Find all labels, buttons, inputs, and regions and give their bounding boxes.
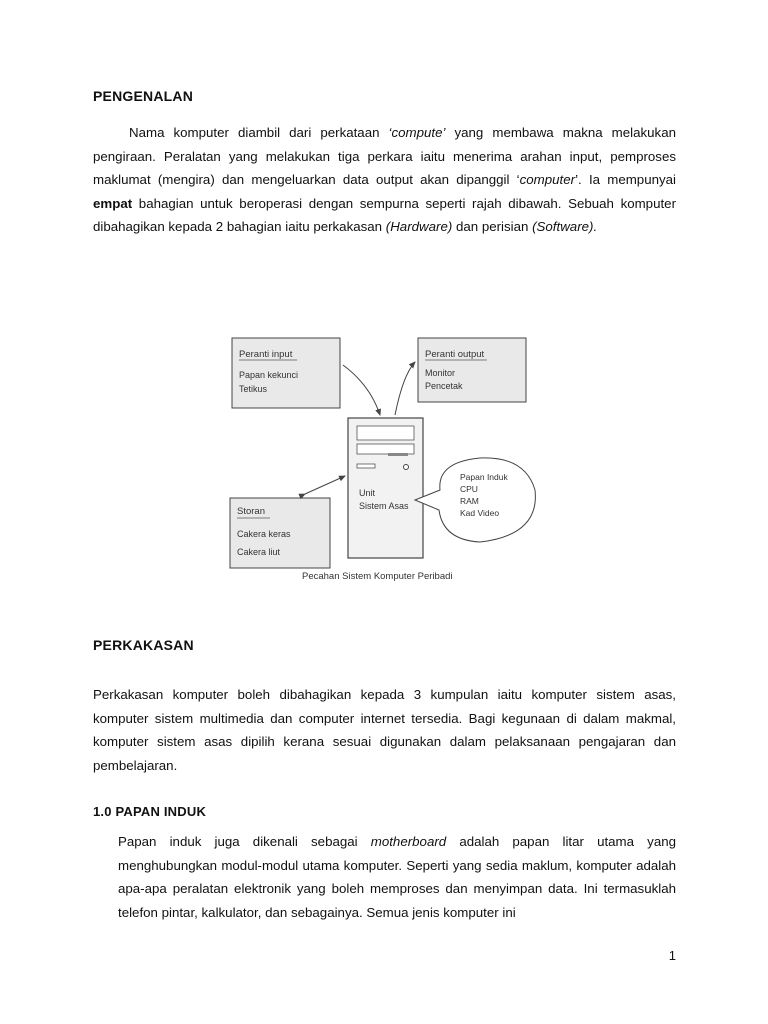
arrow-storage-unit <box>305 476 345 494</box>
heading-papan-induk: 1.0 PAPAN INDUK <box>93 804 207 819</box>
output-box-title: Peranti output <box>425 349 485 360</box>
unit-label: Unit <box>359 488 376 498</box>
perkakasan-paragraph: Perkakasan komputer boleh dibahagikan kepada 3 kumpulan iaitu komputer sistem asas, komputer sistem multimedia dan computer internet tersedia. Bagi kegunaan di dalam makmal, komputer sistem asas dipilih kerana sesuai digunakan dalam pelaksanaan pengajaran dan pembelajaran. <box>93 687 676 773</box>
unit-label: Sistem Asas <box>359 501 409 511</box>
input-box-title: Peranti input <box>239 349 293 360</box>
storage-item: Cakera keras <box>237 529 291 539</box>
heading-perkakasan: PERKAKASAN <box>93 637 194 653</box>
bubble-item: CPU <box>460 484 478 494</box>
arrow-unit-to-output <box>395 362 415 415</box>
input-item: Tetikus <box>239 384 268 394</box>
papan-induk-paragraph: Papan induk juga dikenali sebagai motherboard adalah papan litar utama yang menghubungkan modul-modul utama komputer. Seperti yang sedia maklum, komputer adalah apa-apa peralatan elektronik yang boleh memproses dan menyimpan data. Ini termasuklah telefon pintar, kalkulator, dan sebagainya. Semua jenis komputer ini <box>118 834 676 920</box>
page-number: 1 <box>668 948 676 963</box>
input-item: Papan kekunci <box>239 370 299 380</box>
bubble-item: Kad Video <box>460 508 500 518</box>
bubble-item: RAM <box>460 496 479 506</box>
computer-system-diagram <box>225 330 560 590</box>
arrow-input-to-unit <box>343 365 380 415</box>
bubble-item: Papan Induk <box>460 472 508 482</box>
storage-box-title: Storan <box>237 506 265 517</box>
output-item: Monitor <box>425 368 456 378</box>
intro-paragraph: Nama komputer diambil dari perkataan ‘compute’ yang membawa makna melakukan pengiraan. Peralatan yang melakukan tiga perkara iaitu menerima arahan input, pemproses maklumat (mengira) dan mengeluarkan data output akan dipanggil ‘computer’. Ia mempunyai empat bahagian untuk beroperasi dengan sempurna seperti rajah dibawah. Sebuah komputer dibahagikan kepada 2 bahagian iaitu perkakasan (Hardware) dan perisian (Software). <box>93 125 676 234</box>
heading-pengenalan: PENGENALAN <box>93 88 194 104</box>
diagram-caption: Pecahan Sistem Komputer Peribadi <box>302 571 453 582</box>
output-item: Pencetak <box>425 381 463 391</box>
storage-item: Cakera liut <box>237 547 281 557</box>
